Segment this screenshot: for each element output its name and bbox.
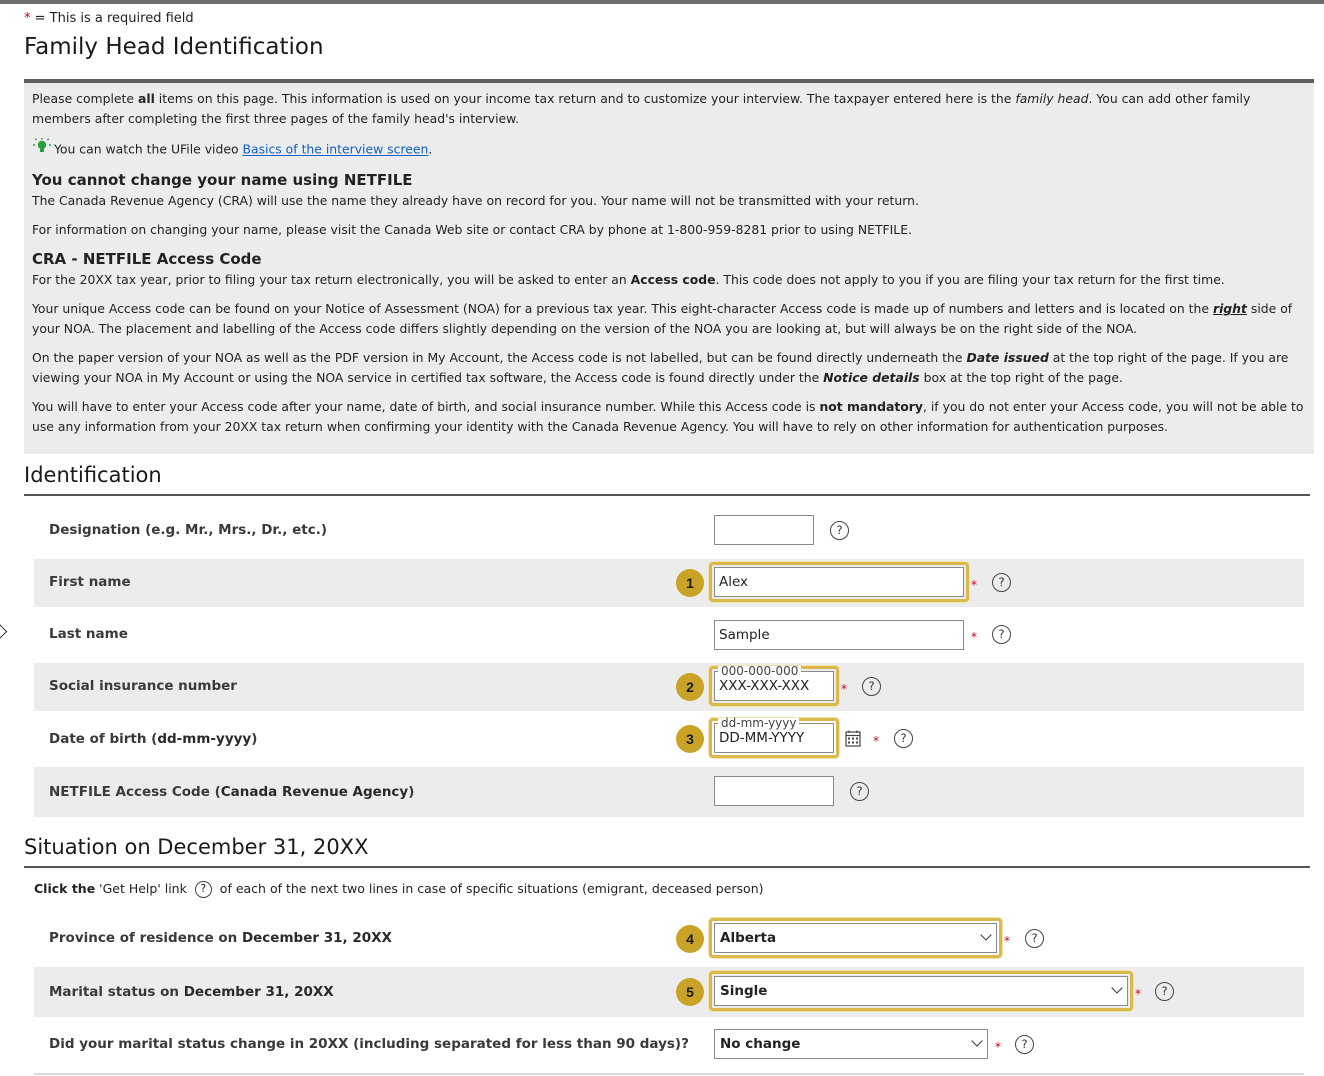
sin-row: [34, 663, 1304, 711]
help-icon[interactable]: ?: [862, 677, 881, 696]
first-name-input[interactable]: Alex: [714, 567, 964, 597]
province-label: Province of residence on December 31, 20XX: [49, 930, 392, 946]
help-icon[interactable]: ?: [850, 782, 869, 801]
help-icon: ?: [195, 881, 212, 898]
step-badge-2: 2: [676, 673, 704, 701]
section-divider: [24, 494, 1310, 496]
access-paragraph-1: For the 20XX tax year, prior to filing your tax return electronically, you will be asked to enter an Access code. This code does not apply to you if you are filing your tax return for the first time.: [32, 272, 1225, 287]
lightbulb-icon: [32, 138, 54, 162]
help-icon[interactable]: ?: [1025, 929, 1044, 948]
name-paragraph-2: For information on changing your name, please visit the Canada Web site or contact CRA by phone at 1-800-959-8281 prior to using NETFILE.: [32, 222, 912, 237]
intro-paragraph: Please complete all items on this page. This information is used on your income tax return and to customize your interview. The taxpayer entered here is the family head. You can add other family members after completing the first three pages of the family head's interview.: [32, 91, 1251, 126]
marital-change-row: [34, 1021, 1304, 1071]
access-code-row: [34, 767, 1304, 817]
situation-heading: Situation on December 31, 20XX: [24, 835, 369, 859]
dob-mask-hint: dd-mm-yyyy: [718, 718, 799, 728]
marital-change-label: Did your marital status change in 20XX (including separated for less than 90 days)?: [49, 1036, 689, 1052]
step-badge-3: 3: [676, 725, 704, 753]
designation-row: [34, 507, 1304, 553]
access-code-input[interactable]: [714, 776, 834, 806]
video-paragraph: You can watch the UFile video Basics of the interview screen.: [32, 138, 1306, 162]
identification-heading: Identification: [24, 463, 162, 487]
required-marker: *: [873, 734, 879, 748]
required-note: * = This is a required field: [24, 11, 194, 26]
top-border: [0, 0, 1324, 4]
designation-input[interactable]: [714, 515, 814, 545]
name-heading: You cannot change your name using NETFILE: [32, 171, 413, 189]
page-title: Family Head Identification: [24, 34, 324, 60]
get-help-instructions: Click the 'Get Help' link ? of each of the next two lines in case of specific situations (emigrant, deceased person): [34, 881, 764, 896]
sin-mask-hint: 000-000-000: [718, 666, 801, 676]
designation-label: Designation (e.g. Mr., Mrs., Dr., etc.): [49, 522, 328, 538]
chevron-down-icon: [971, 1035, 982, 1046]
help-icon[interactable]: ?: [992, 625, 1011, 644]
required-marker: *: [1004, 934, 1010, 948]
help-icon[interactable]: ?: [894, 729, 913, 748]
province-select[interactable]: Alberta: [714, 923, 997, 953]
required-marker: *: [841, 682, 847, 696]
marital-change-select[interactable]: No change: [714, 1029, 988, 1059]
access-heading: CRA - NETFILE Access Code: [32, 250, 262, 268]
sin-label: Social insurance number: [49, 678, 237, 694]
access-paragraph-2: Your unique Access code can be found on your Notice of Assessment (NOA) for a previous tax year. This eight-character Access code is made up of numbers and letters and is located on the right side of your NOA. The placement and labelling of the Access code differs slightly depending on the version of the NOA you are looking at, but will always be on the right side of the NOA.: [32, 301, 1293, 336]
access-code-label: NETFILE Access Code (Canada Revenue Agency): [49, 784, 415, 800]
calendar-icon[interactable]: [845, 730, 861, 751]
first-name-label: First name: [49, 574, 131, 590]
chevron-right-icon[interactable]: [0, 624, 7, 640]
info-panel: [24, 79, 1314, 454]
required-marker: *: [1135, 987, 1141, 1001]
help-icon[interactable]: ?: [830, 521, 849, 540]
row-divider: [34, 1073, 1304, 1075]
required-marker: *: [971, 578, 977, 592]
chevron-down-icon: [980, 929, 991, 940]
marital-status-select[interactable]: Single: [714, 976, 1128, 1006]
name-paragraph-1: The Canada Revenue Agency (CRA) will use the name they already have on record for you. Your name will not be transmitted with your return.: [32, 193, 919, 208]
help-icon[interactable]: ?: [1155, 982, 1174, 1001]
dob-row: [34, 715, 1304, 763]
step-badge-5: 5: [676, 978, 704, 1006]
last-name-label: Last name: [49, 626, 128, 642]
step-badge-4: 4: [676, 925, 704, 953]
required-marker: *: [995, 1040, 1001, 1054]
help-icon[interactable]: ?: [1015, 1035, 1034, 1054]
chevron-down-icon: [1111, 982, 1122, 993]
access-paragraph-4: You will have to enter your Access code after your name, date of birth, and social insurance number. While this Access code is not mandatory, if you do not enter your Access code, you will not be able to use any information from your 20XX tax return when confirming your identity with the Canada Revenue Agency. You will have to rely on other information for authentication purposes.: [32, 399, 1304, 434]
last-name-row: [34, 611, 1304, 659]
access-paragraph-3: On the paper version of your NOA as well as the PDF version in My Account, the Access code is not labelled, but can be found directly underneath the Date issued at the top right of the page. If you are viewing your NOA in My Account or using the NOA service in certified tax software, the Access code is found directly under the Notice details box at the top right of the page.: [32, 350, 1289, 385]
help-icon[interactable]: ?: [992, 573, 1011, 592]
dob-input[interactable]: DD-MM-YYYY: [714, 723, 834, 753]
province-row: [34, 913, 1304, 963]
section-divider: [24, 866, 1310, 868]
first-name-row: [34, 559, 1304, 607]
marital-status-label: Marital status on December 31, 20XX: [49, 984, 334, 1000]
required-marker: *: [971, 630, 977, 644]
sin-input[interactable]: XXX-XXX-XXX: [714, 671, 834, 701]
step-badge-1: 1: [676, 569, 704, 597]
dob-label: Date of birth (dd-mm-yyyy): [49, 731, 258, 747]
last-name-input[interactable]: Sample: [714, 620, 964, 650]
video-link[interactable]: Basics of the interview screen: [242, 141, 429, 157]
